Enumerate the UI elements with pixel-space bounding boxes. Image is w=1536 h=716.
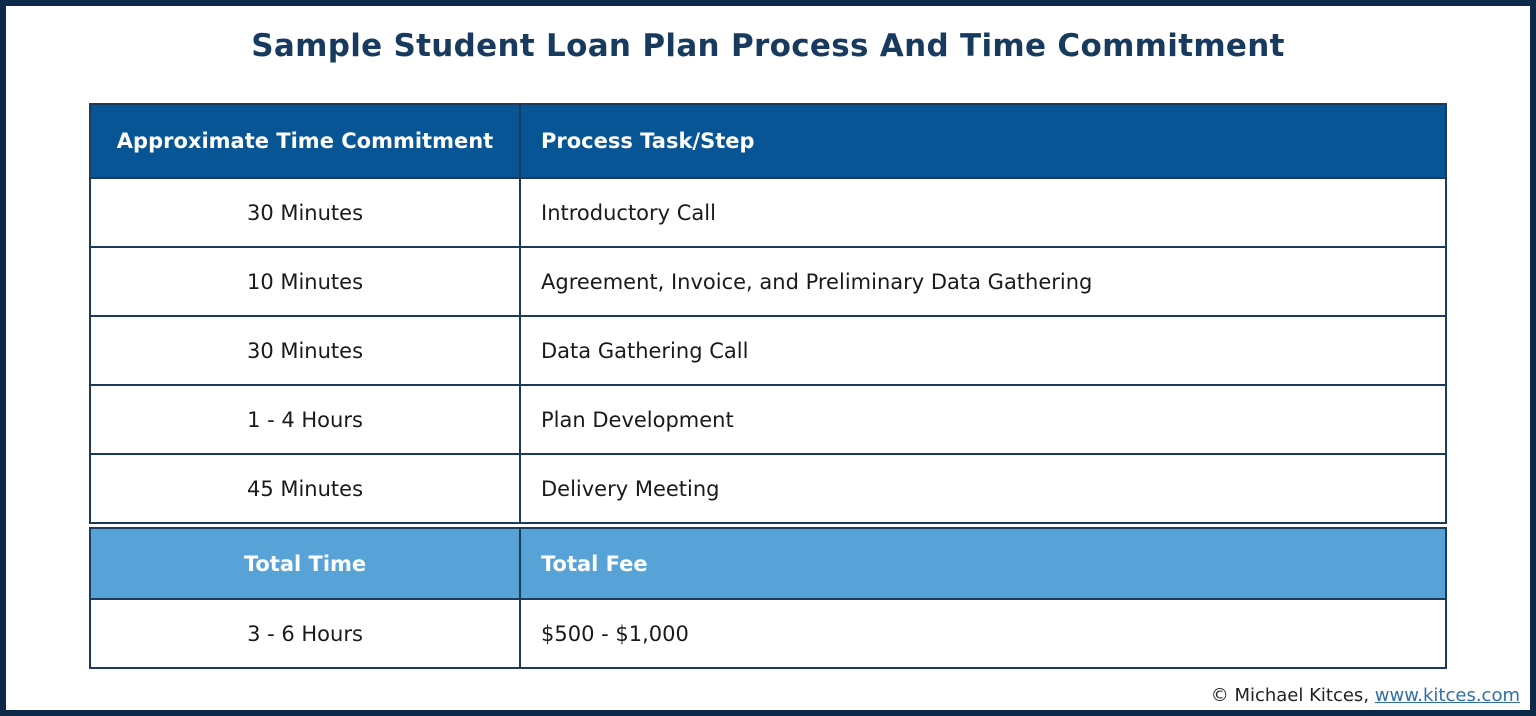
cell-time: 45 Minutes xyxy=(90,454,520,523)
totals-header-row xyxy=(90,528,1446,599)
table-row xyxy=(90,178,1446,247)
table-row xyxy=(90,247,1446,316)
header-task: Process Task/Step xyxy=(520,104,1446,178)
table-header-row xyxy=(90,104,1446,178)
process-table xyxy=(89,103,1447,524)
page-title: Sample Student Loan Plan Process And Time Commitment xyxy=(251,28,1285,64)
cell-task: Plan Development xyxy=(520,385,1446,454)
kitces-link[interactable]: www.kitces.com xyxy=(1374,685,1520,706)
table-row xyxy=(90,454,1446,523)
table-row xyxy=(90,316,1446,385)
cell-task: Agreement, Invoice, and Preliminary Data Gathering xyxy=(520,247,1446,316)
cell-time: 30 Minutes xyxy=(90,316,520,385)
credit-line xyxy=(1211,685,1520,706)
credit-text: © Michael Kitces, xyxy=(1210,685,1375,706)
cell-total-fee: $500 - $1,000 xyxy=(520,599,1446,668)
header-total-fee: Total Fee xyxy=(520,528,1446,599)
cell-time: 30 Minutes xyxy=(90,178,520,247)
cell-time: 1 - 4 Hours xyxy=(90,385,520,454)
header-total-time: Total Time xyxy=(90,528,520,599)
cell-time: 10 Minutes xyxy=(90,247,520,316)
totals-table xyxy=(89,527,1447,669)
cell-task: Introductory Call xyxy=(520,178,1446,247)
header-time: Approximate Time Commitment xyxy=(90,104,520,178)
table-row xyxy=(90,385,1446,454)
cell-task: Delivery Meeting xyxy=(520,454,1446,523)
cell-task: Data Gathering Call xyxy=(520,316,1446,385)
cell-total-time: 3 - 6 Hours xyxy=(90,599,520,668)
totals-row xyxy=(90,599,1446,668)
